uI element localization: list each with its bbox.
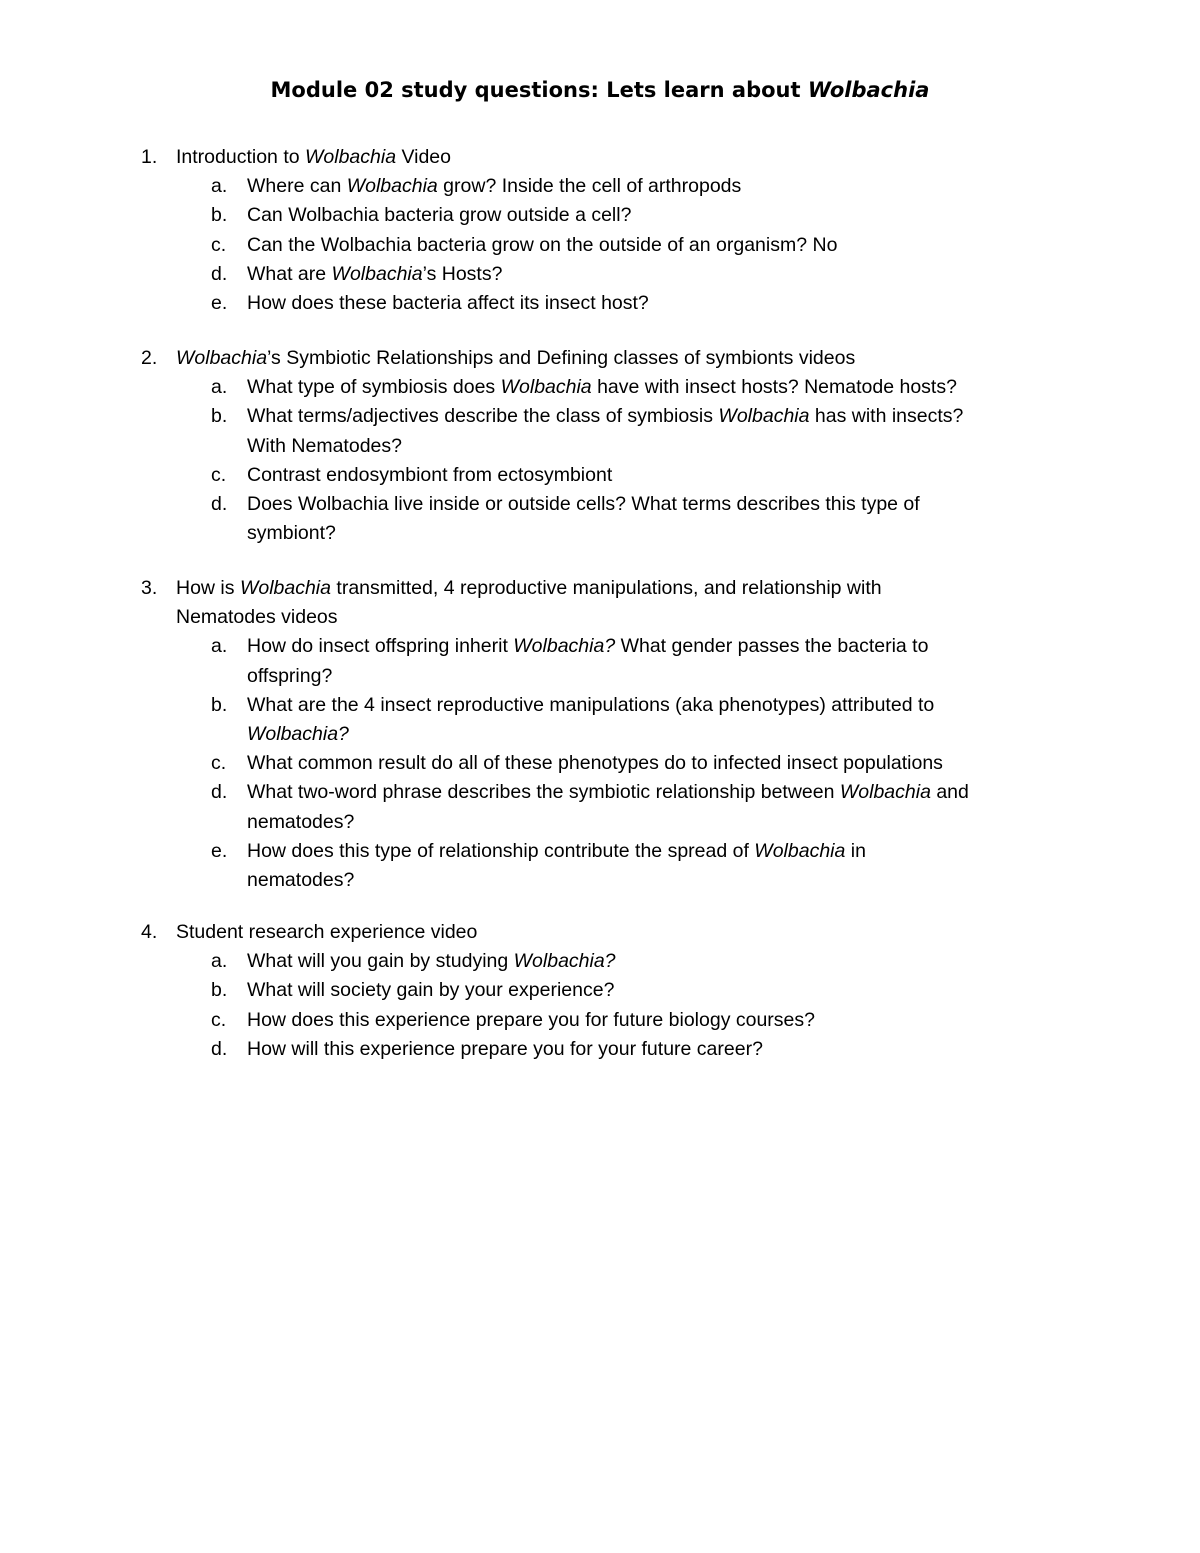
text-run: ’s Symbiotic Relationships and Defining classes of symbionts videos xyxy=(267,347,856,369)
italic-text: Wolbachia? xyxy=(513,635,616,658)
question-text xyxy=(247,778,969,807)
text-run: What gender passes the bacteria to xyxy=(615,635,929,658)
question-text xyxy=(247,866,354,895)
question-letter: b. xyxy=(211,204,228,227)
italic-text: Wolbachia? xyxy=(247,723,349,745)
section-number: 2. xyxy=(141,347,158,369)
text-run: How do insect offspring inherit xyxy=(247,635,514,658)
section-heading xyxy=(176,143,451,172)
question-text xyxy=(247,1035,763,1064)
text-run: have with insect hosts? Nematode hosts? xyxy=(591,376,957,399)
question-text xyxy=(247,402,963,431)
question-letter: a. xyxy=(211,950,228,973)
question-letter: b. xyxy=(211,693,228,716)
question-text xyxy=(247,373,957,402)
question-letter: a. xyxy=(211,635,228,658)
question-text xyxy=(247,691,934,720)
text-run: nematodes? xyxy=(247,869,355,891)
question-letter: d. xyxy=(211,781,228,804)
italic-text: Wolbachia? xyxy=(513,950,616,973)
text-run: What terms/adjectives describe the class of symbiosis xyxy=(247,405,719,428)
question-letter: a. xyxy=(211,175,228,198)
question-letter: d. xyxy=(211,493,228,515)
text-run: Contrast endosymbiont from ectosymbiont xyxy=(247,463,613,486)
text-run: has with insects? xyxy=(809,405,964,428)
question-text xyxy=(247,461,612,490)
question-text xyxy=(247,808,354,837)
text-run: What two-word phrase describes the symbiotic relationship between xyxy=(247,781,840,804)
text-run: Video xyxy=(396,146,451,168)
question-letter: e. xyxy=(211,292,228,314)
question-text xyxy=(247,519,336,548)
italic-text: Wolbachia xyxy=(718,405,810,428)
question-letter: b. xyxy=(211,979,228,1002)
text-run: offspring? xyxy=(247,664,333,687)
text-run: How is xyxy=(176,577,240,599)
text-run: How does this experience prepare you for future biology courses? xyxy=(247,1008,815,1031)
text-run: Does Wolbachia live inside or outside cells? What terms describes this type of xyxy=(247,493,920,515)
text-run: Where can xyxy=(247,175,347,198)
question-text xyxy=(247,231,837,260)
text-run: ’s Hosts? xyxy=(422,262,503,285)
text-run: How does this type of relationship contribute the spread of xyxy=(247,839,755,862)
section-heading xyxy=(176,574,882,603)
italic-text: Wolbachia xyxy=(500,376,592,399)
text-run: What will society gain by your experience? xyxy=(247,979,615,1002)
question-letter: d. xyxy=(211,262,228,285)
text-run: grow? Inside the cell of arthropods xyxy=(437,175,742,198)
question-text xyxy=(247,662,332,691)
italic-text: Wolbachia xyxy=(346,175,438,198)
text-run: symbiont? xyxy=(247,522,336,545)
question-text xyxy=(247,172,741,201)
text-run: What type of symbiosis does xyxy=(247,376,501,399)
question-letter: c. xyxy=(211,463,227,486)
text-run: What are xyxy=(247,262,332,285)
question-letter: a. xyxy=(211,376,228,399)
question-letter: c. xyxy=(211,1008,227,1031)
italic-text: Wolbachia xyxy=(305,146,397,168)
italic-text: Wolbachia xyxy=(839,781,931,804)
question-text xyxy=(247,749,943,778)
question-text xyxy=(247,432,402,461)
text-run: Can the Wolbachia bacteria grow on the outside of an organism? No xyxy=(247,233,838,256)
text-run: Nematodes videos xyxy=(176,606,338,629)
question-text xyxy=(247,1006,815,1035)
document-title xyxy=(0,74,1200,106)
title-italic: Wolbachia xyxy=(807,78,930,102)
section-heading-continued xyxy=(176,603,338,632)
question-letter: c. xyxy=(211,233,227,256)
question-text xyxy=(247,260,502,289)
italic-text: Wolbachia xyxy=(331,262,423,285)
question-text xyxy=(247,289,649,318)
text-run: in xyxy=(845,839,866,862)
question-text xyxy=(247,201,631,230)
section-number: 1. xyxy=(141,146,158,168)
text-run: What common result do all of these phenotypes do to infected insect populations xyxy=(247,752,943,775)
section-heading xyxy=(176,918,477,947)
text-run: How will this experience prepare you for your future career? xyxy=(247,1037,763,1060)
question-text xyxy=(247,976,614,1005)
text-run: Introduction to xyxy=(176,146,305,168)
section-heading xyxy=(176,344,855,373)
question-text xyxy=(247,837,866,866)
text-run: transmitted, 4 reproductive manipulations, and relationship with xyxy=(330,577,882,599)
question-letter: d. xyxy=(211,1037,228,1060)
section-number: 3. xyxy=(141,577,158,599)
text-run: How does these bacteria affect its insect host? xyxy=(247,292,649,314)
italic-text: Wolbachia xyxy=(176,347,268,369)
question-letter: e. xyxy=(211,839,228,862)
text-run: With Nematodes? xyxy=(247,434,402,457)
question-text xyxy=(247,490,920,519)
text-run: What are the 4 insect reproductive manipulations (aka phenotypes) attributed to xyxy=(247,693,935,716)
title-text: Module 02 study questions: Lets learn about xyxy=(270,78,808,102)
question-letter: b. xyxy=(211,405,228,428)
text-run: and xyxy=(930,781,969,804)
text-run: Can Wolbachia bacteria grow outside a cell? xyxy=(247,204,632,227)
question-letter: c. xyxy=(211,752,227,775)
question-text xyxy=(247,720,349,749)
section-number: 4. xyxy=(141,921,158,943)
question-text xyxy=(247,632,928,661)
italic-text: Wolbachia xyxy=(239,577,331,599)
italic-text: Wolbachia xyxy=(754,839,846,862)
text-run: What will you gain by studying xyxy=(247,950,514,973)
text-run: Student research experience video xyxy=(176,921,478,943)
text-run: nematodes? xyxy=(247,810,355,833)
question-text xyxy=(247,947,616,976)
